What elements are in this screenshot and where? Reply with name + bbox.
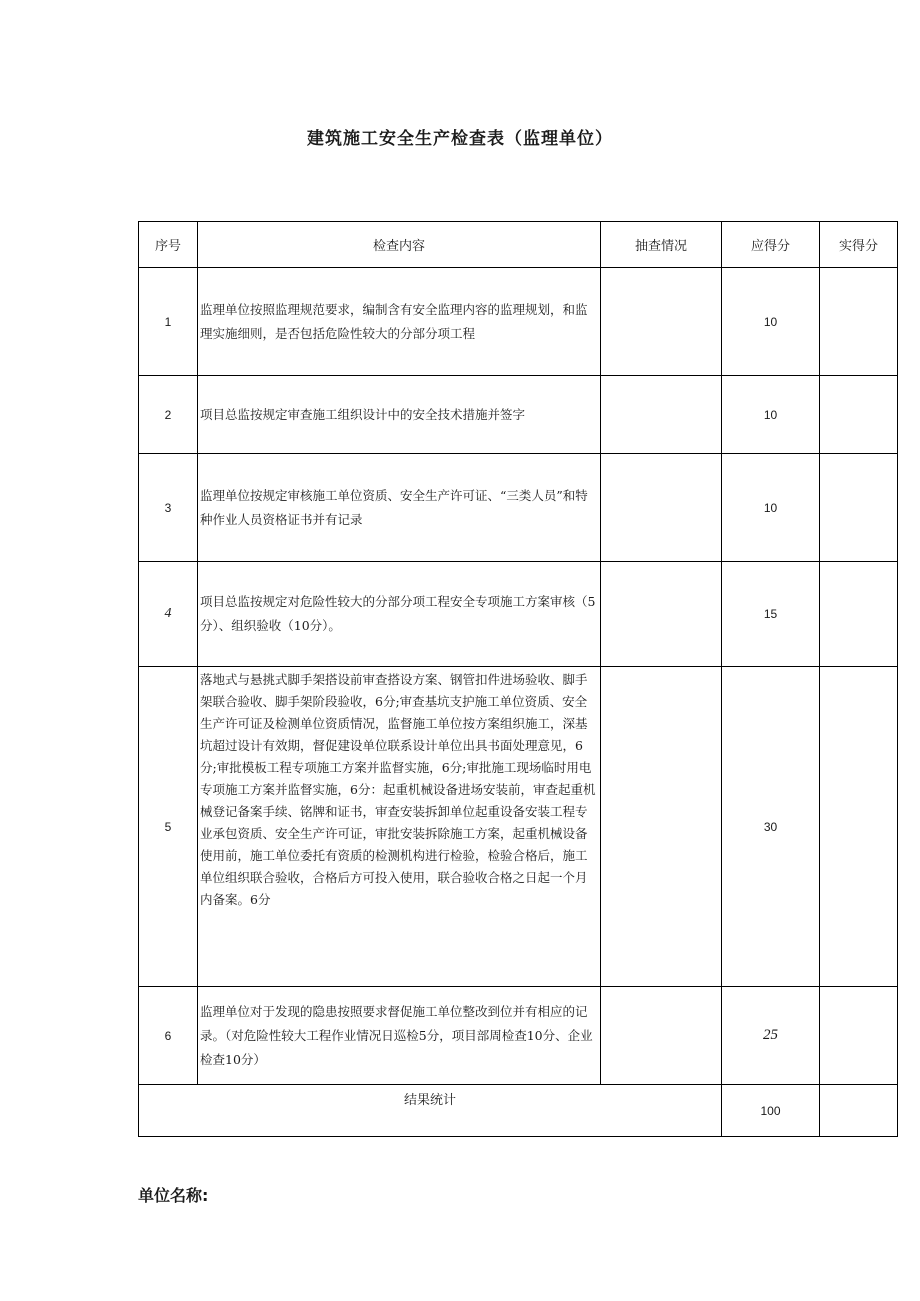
row-due-score: 15	[722, 562, 820, 667]
header-due-score: 应得分	[722, 222, 820, 268]
row-no: 1	[139, 268, 198, 376]
row-due-score: 10	[722, 454, 820, 562]
row-inspection[interactable]	[601, 667, 722, 987]
header-no: 序号	[139, 222, 198, 268]
header-actual-score: 实得分	[820, 222, 898, 268]
row-due-score: 10	[722, 376, 820, 454]
row-no: 5	[139, 667, 198, 987]
row-content: 监理单位按照监理规范要求，编制含有安全监理内容的监理规划，和监理实施细则，是否包括危险性较大的分部分项工程	[198, 268, 601, 376]
table-row	[139, 454, 898, 562]
row-due-score: 25	[722, 987, 820, 1085]
page-title: 建筑施工安全生产检查表（监理单位）	[307, 129, 613, 149]
row-no: 6	[139, 987, 198, 1085]
inspection-table	[138, 221, 898, 1137]
row-actual-score[interactable]	[820, 562, 898, 667]
summary-row	[139, 1085, 898, 1137]
row-inspection[interactable]	[601, 376, 722, 454]
table-header-row	[139, 222, 898, 268]
header-content: 检查内容	[198, 222, 601, 268]
row-inspection[interactable]	[601, 987, 722, 1085]
row-no: 2	[139, 376, 198, 454]
table-row	[139, 987, 898, 1085]
row-content: 监理单位按规定审核施工单位资质、安全生产许可证、“三类人员”和特种作业人员资格证书并有记录	[198, 454, 601, 562]
summary-actual-score[interactable]	[820, 1085, 898, 1137]
row-due-score: 10	[722, 268, 820, 376]
unit-name-label: 单位名称:	[138, 1186, 209, 1205]
row-no: 3	[139, 454, 198, 562]
header-inspection: 抽查情况	[601, 222, 722, 268]
row-inspection[interactable]	[601, 268, 722, 376]
row-content: 落地式与悬挑式脚手架搭设前审查搭设方案、钢管扣件进场验收、脚手架联合验收、脚手架阶段验收，6分;审查基坑支护施工单位资质、安全生产许可证及检测单位资质情况，监督施工单位按方案组织施工，深基坑超过设计有效期，督促建设单位联系设计单位出具书面处理意见，6分;审批模板工程专项施工方案并监督实施，6分;审批施工现场临时用电专项施工方案并监督实施，6分：起重机械设备进场安装前，审查起重机械登记备案手续、铭牌和证书，审查安装拆卸单位起重设备安装工程专业承包资质、安全生产许可证，审批安装拆除施工方案，起重机械设备使用前，施工单位委托有资质的检测机构进行检验，检验合格后，施工单位组织联合验收，合格后方可投入使用，联合验收合格之日起一个月内备案。6分	[198, 667, 601, 987]
row-inspection[interactable]	[601, 454, 722, 562]
row-no: 4	[139, 562, 198, 667]
table-row	[139, 562, 898, 667]
row-actual-score[interactable]	[820, 454, 898, 562]
summary-due-score: 100	[722, 1085, 820, 1137]
row-content: 项目总监按规定审查施工组织设计中的安全技术措施并签字	[198, 376, 601, 454]
row-actual-score[interactable]	[820, 268, 898, 376]
table-row	[139, 376, 898, 454]
row-actual-score[interactable]	[820, 376, 898, 454]
row-due-score: 30	[722, 667, 820, 987]
row-actual-score[interactable]	[820, 667, 898, 987]
summary-label: 结果统计	[139, 1085, 722, 1137]
row-inspection[interactable]	[601, 562, 722, 667]
table-row	[139, 268, 898, 376]
row-content: 项目总监按规定对危险性较大的分部分项工程安全专项施工方案审核（5分）、组织验收（10分）。	[198, 562, 601, 667]
table-row	[139, 667, 898, 987]
row-actual-score[interactable]	[820, 987, 898, 1085]
row-content: 监理单位对于发现的隐患按照要求督促施工单位整改到位并有相应的记录。（对危险性较大工程作业情况日巡检5分，项目部周检查10分、企业检查10分）	[198, 987, 601, 1085]
